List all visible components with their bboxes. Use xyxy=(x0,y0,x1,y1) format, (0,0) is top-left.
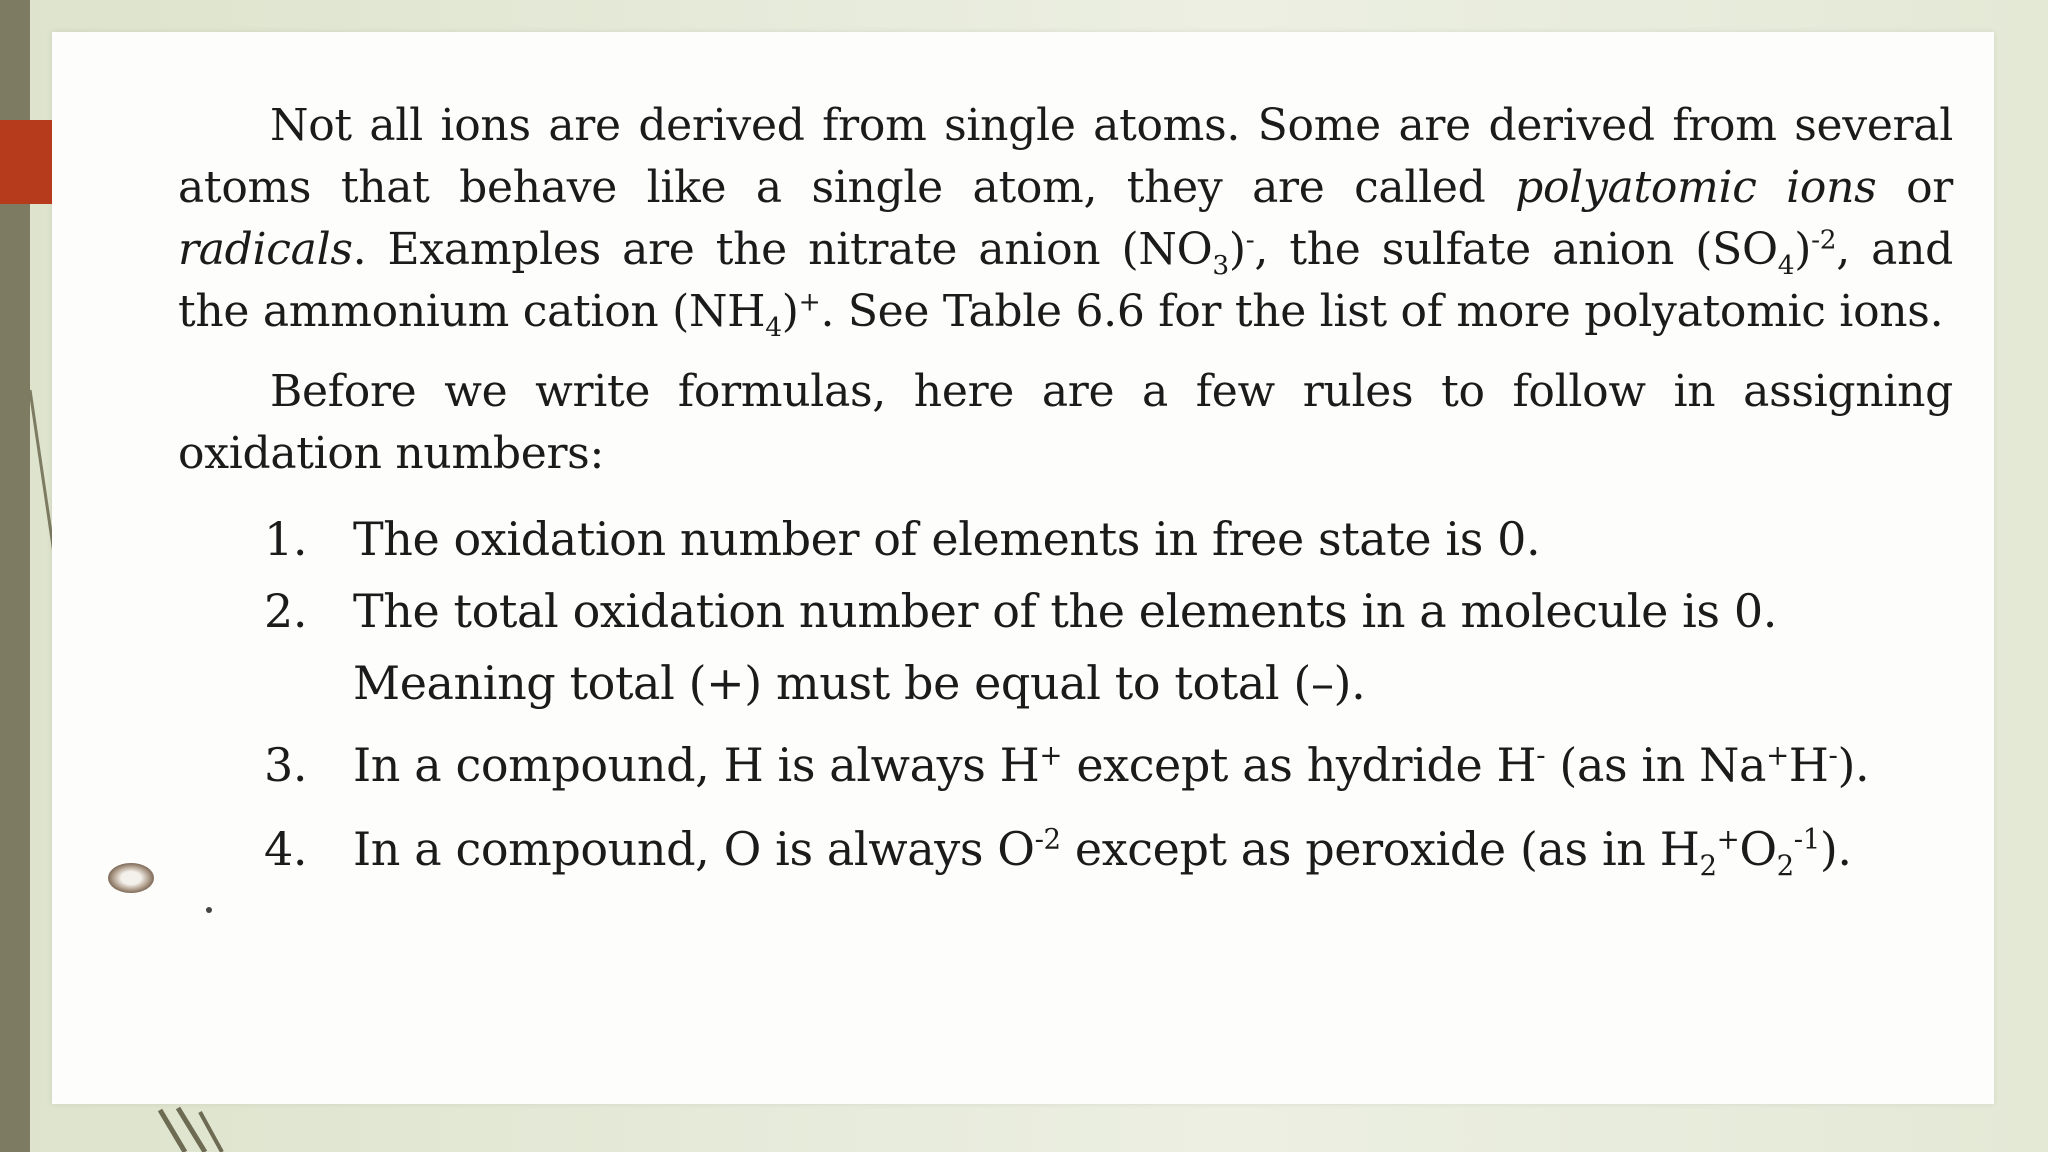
rule-number: 2. xyxy=(264,584,308,638)
red-accent-tab xyxy=(0,120,52,204)
paragraph-oxidation-intro: Before we write formulas, here are a few rules to follow in assigning oxidation numbers: xyxy=(178,366,1953,479)
term-radicals: radicals xyxy=(178,224,353,275)
rule-text: The oxidation number of elements in free state is 0. xyxy=(353,512,1541,566)
term-polyatomic-ions: polyatomic ions xyxy=(1515,162,1877,213)
list-item xyxy=(178,813,1953,885)
bullet-dot xyxy=(206,907,212,913)
list-item xyxy=(178,729,1953,801)
rule-text: In a compound, O is always $O^{-2}$ except as peroxide (as in $H_2^+O_2^{-1}$). xyxy=(353,822,1852,883)
page-stain xyxy=(108,863,154,893)
rule-text: The total oxidation number of the elements in a molecule is 0. Meaning total (+) must be equal to total (–). xyxy=(353,584,1777,710)
document-body xyxy=(178,95,1953,885)
rule-text: In a compound, H is always H+ except as hydride H- (as in Na+H-). xyxy=(353,738,1870,792)
rule-number: 1. xyxy=(264,512,308,566)
paragraph-polyatomic-ions: Not all ions are derived from single atoms. Some are derived from several atoms that behave like a single atom, they are called polyatomic ions or radicals. Examples are the nitrate anion $(NO_3)^-$, the sulfate anion $(SO_4)^{-2}$, and the ammonium cation $(NH_4)^+$. See Table 6.6 for the list of more polyatomic ions. xyxy=(178,100,1953,343)
oxidation-rules-list xyxy=(178,503,1953,885)
rule-number: 4. xyxy=(264,822,308,876)
list-item xyxy=(178,575,1953,719)
list-item xyxy=(178,503,1953,575)
rule-number: 3. xyxy=(264,738,308,792)
